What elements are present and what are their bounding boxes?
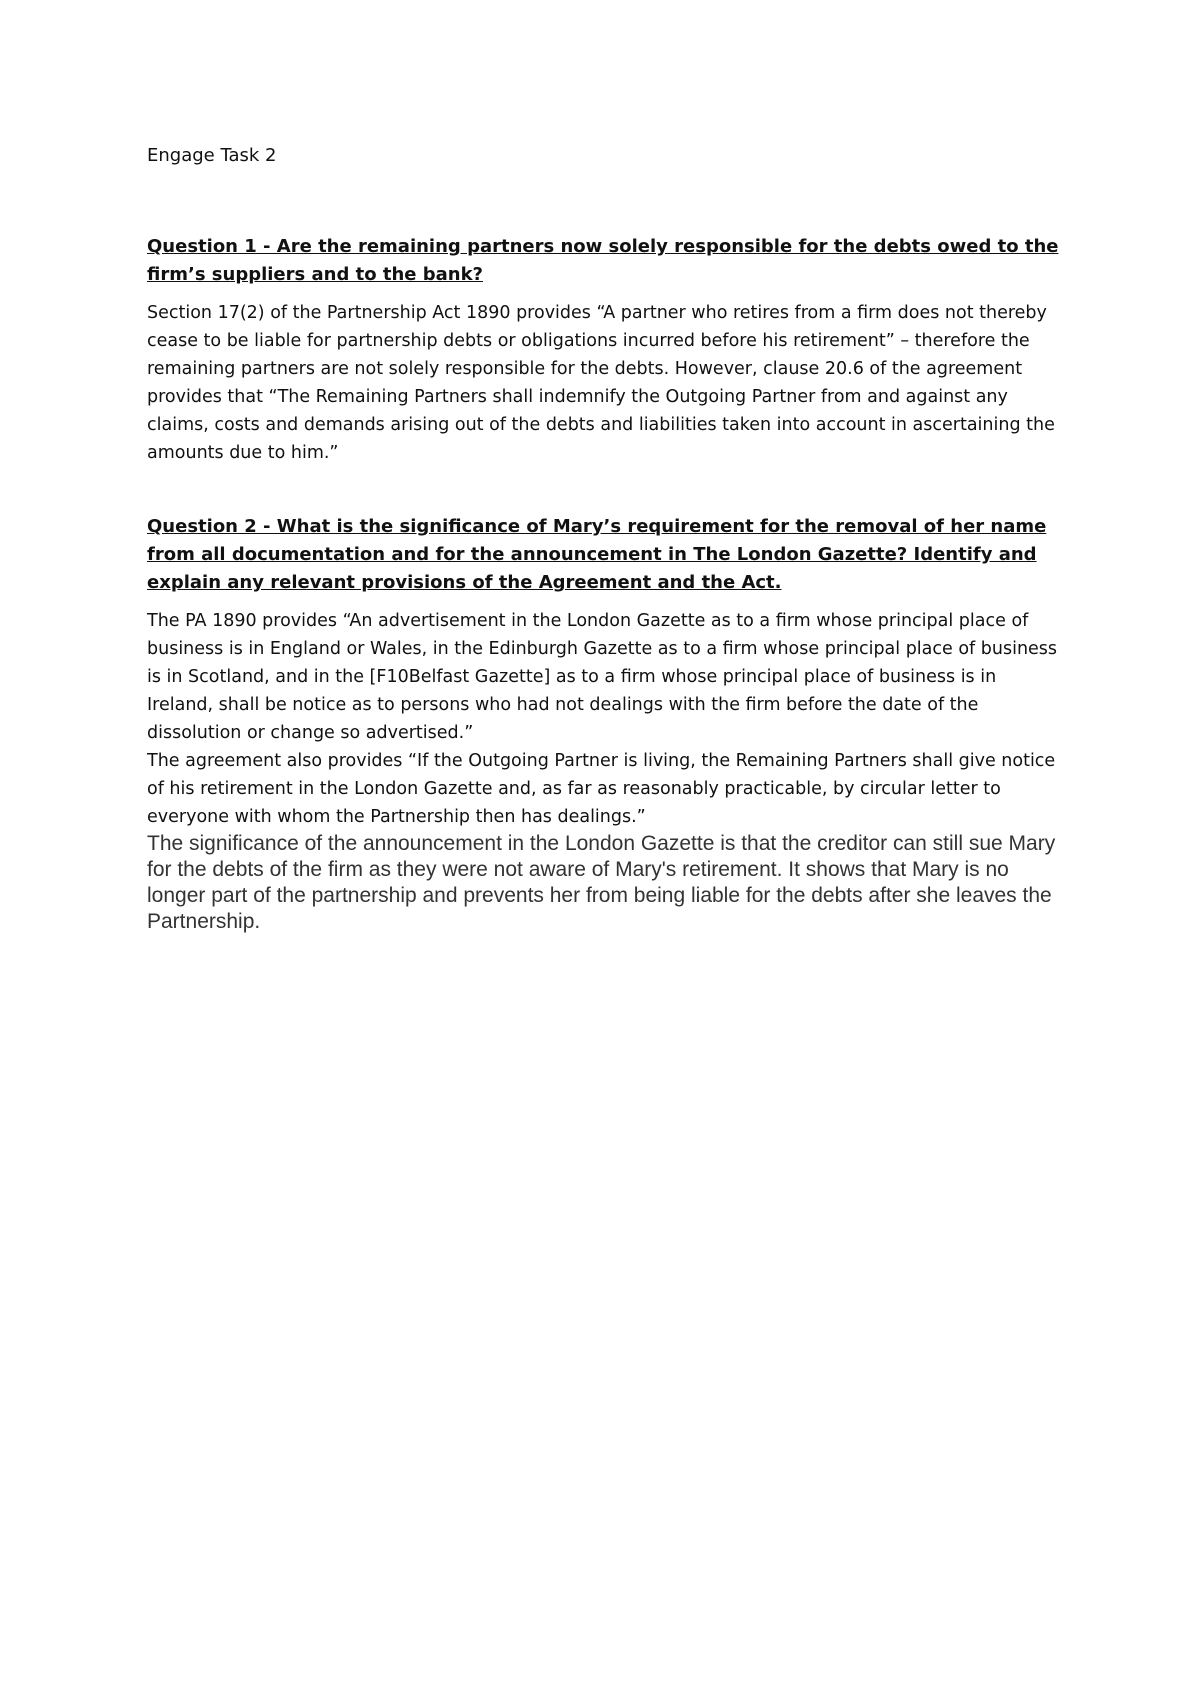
section-spacer [147,467,1067,513]
document-title: Engage Task 2 [147,145,277,166]
document-body [147,142,1067,935]
question-2-answer-paragraph-2: The agreement also provides “If the Outgoing Partner is living, the Remaining Partners shall give notice of his retirement in the London Gazette and, as far as reasonably practicable, by circular letter to everyone with whom the Partnership then has dealings.” [147,751,1056,827]
question-2-answer-paragraph-1: The PA 1890 provides “An advertisement in the London Gazette as to a firm whose principal place of business is in England or Wales, in the Edinburgh Gazette as to a firm whose principal place of business is in Scotland, and in the [F10Belfast Gazette] as to a firm whose principal place of business is in Ireland, shall be notice as to persons who had not dealings with the firm before the date of the dissolution or change so advertised.” [147,611,1058,743]
question-2-heading: Question 2 - What is the significance of Mary’s requirement for the removal of her name from all documentation and for the announcement in The London Gazette? Identify and explain any relevant provisions of the Agreement and the Act. [147,516,1047,593]
question-2-answer-paragraph-3: The significance of the announcement in the London Gazette is that the creditor can still sue Mary for the debts of the firm as they were not aware of Mary's retirement. It shows that Mary is no longer part of the partnership and prevents her from being liable for the debts after she leaves the Partnership. [147,832,1056,933]
question-2-answer [147,607,1067,935]
question-1-answer: Section 17(2) of the Partnership Act 1890 provides “A partner who retires from a firm does not thereby cease to be liable for partnership debts or obligations incurred before his retirement” – therefore the remaining partners are not solely responsible for the debts. However, clause 20.6 of the agreement provides that “The Remaining Partners shall indemnify the Outgoing Partner from and against any claims, costs and demands arising out of the debts and liabilities taken into account in ascertaining the amounts due to him.” [147,303,1055,463]
question-1-heading: Question 1 - Are the remaining partners now solely responsible for the debts owed to the firm’s suppliers and to the bank? [147,236,1059,285]
